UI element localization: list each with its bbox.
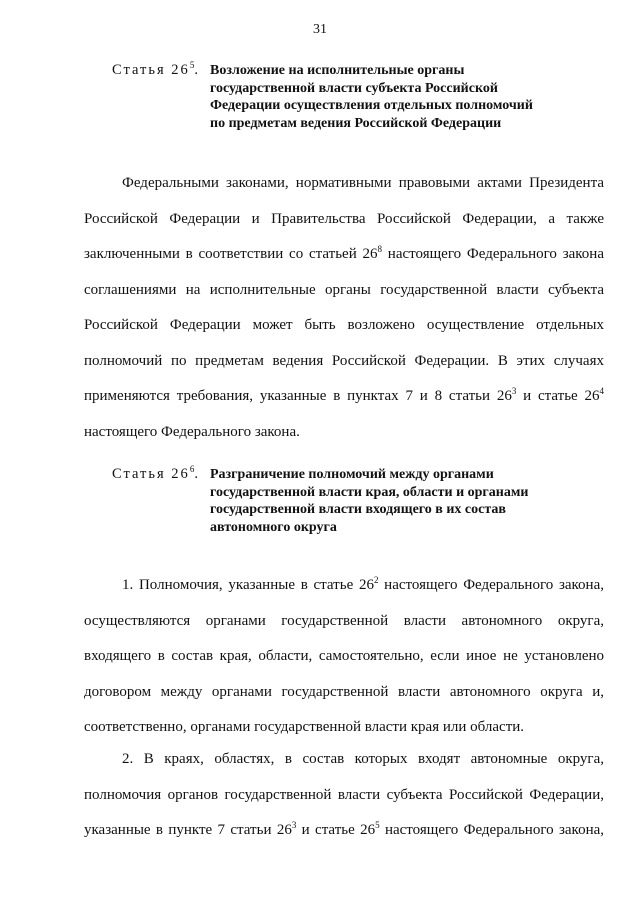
text-line: 2. В краях, областях, в состав которых входят автономные округа, xyxy=(122,751,604,767)
article-26-5-paragraph xyxy=(84,166,604,450)
article-26-6-point-1 xyxy=(84,568,604,746)
article-26-5-heading xyxy=(112,62,610,132)
text-line: соответственно, органами государственной власти края или области. xyxy=(84,719,525,735)
article-26-6-heading xyxy=(112,466,610,536)
page-number: 31 xyxy=(313,22,327,37)
article-label: Статья $26^6$. xyxy=(112,464,200,482)
text-line: настоящего Федерального закона. xyxy=(84,423,300,440)
text-line: применяются требования, указанные в пунктах 7 и 8 статьи $26^3$ и статье $26^4$ xyxy=(84,386,605,404)
text-line: входящего в состав края, области, самостоятельно, если иное не установлено xyxy=(84,648,604,664)
text-line: договором между органами государственной власти автономного округа и, xyxy=(84,683,604,700)
article-26-6-point-2 xyxy=(84,742,604,849)
text-line: Федеральными законами, нормативными правовыми актами Президента xyxy=(122,175,604,191)
text-line: 1. Полномочия, указанные в статье $26^2$ настоящего Федерального закона, xyxy=(122,575,604,593)
text-line: Российской Федерации и Правительства Российской Федерации, а также xyxy=(84,210,604,227)
text-line: соглашениями на исполнительные органы государственной власти субъекта xyxy=(84,281,604,298)
text-line: осуществляются органами государственной власти автономного округа, xyxy=(84,612,604,629)
text-line: полномочия органов государственной власти субъекта Российской Федерации, xyxy=(84,786,604,803)
article-title: Разграничение полномочий между органами государственной власти края, области и органами государственной власти входящего в их состав автономного округа xyxy=(210,467,529,535)
text-line: заключенными в соответствии со статьей $26^8$ настоящего Федерального закона xyxy=(84,244,604,262)
article-label: Статья $26^5$. xyxy=(112,60,200,78)
article-title: Возложение на исполнительные органы государственной власти субъекта Российской Федерации осуществления отдельных полномочий по предметам ведения Российской Федерации xyxy=(210,63,533,131)
text-line: указанные в пункте 7 статьи $26^3$ и статье $26^5$ настоящего Федерального закона, xyxy=(84,820,604,838)
text-line: полномочий по предметам ведения Российской Федерации. В этих случаях xyxy=(84,352,604,369)
text-line: Российской Федерации может быть возложено осуществление отдельных xyxy=(84,317,604,333)
